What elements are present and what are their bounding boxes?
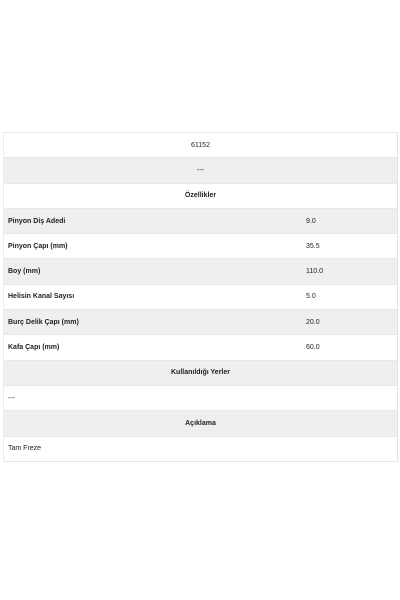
feature-value: 5.0 [306,293,316,301]
features-header: Özellikler [184,192,217,200]
usage-value: --- [8,394,15,402]
feature-label: Boy (mm) [8,268,41,276]
feature-value: 9.0 [306,217,316,225]
feature-row-pinion-diameter [4,234,397,259]
feature-value: 35.5 [306,242,320,250]
product-code: 61152 [191,141,210,149]
feature-value: 110.0 [306,268,323,276]
features-header-row [4,184,397,209]
description-header-row [4,411,397,436]
feature-row-helix-channels [4,285,397,310]
code-row [4,133,397,158]
description-row [4,437,397,462]
feature-row-pinion-teeth [4,209,397,234]
feature-label: Kafa Çapı (mm) [8,344,60,352]
usage-header: Kullanıldığı Yerler [170,369,230,377]
description-value: Tam Freze [8,445,42,453]
feature-value: 60.0 [306,344,320,352]
feature-row-length [4,259,397,284]
description-header: Açıklama [185,419,216,427]
feature-label: Pinyon Diş Adedi [8,217,66,225]
product-spec-table [3,132,398,462]
feature-label: Pinyon Çapı (mm) [8,242,68,250]
placeholder-row [4,158,397,183]
placeholder-text: --- [197,166,204,174]
feature-label: Burç Delik Çapı (mm) [8,318,79,326]
feature-value: 20.0 [306,318,320,326]
feature-row-head-diameter [4,335,397,360]
feature-label: Helisin Kanal Sayısı [8,293,75,301]
usage-header-row [4,361,397,386]
feature-row-bushing-hole [4,310,397,335]
usage-row [4,386,397,411]
